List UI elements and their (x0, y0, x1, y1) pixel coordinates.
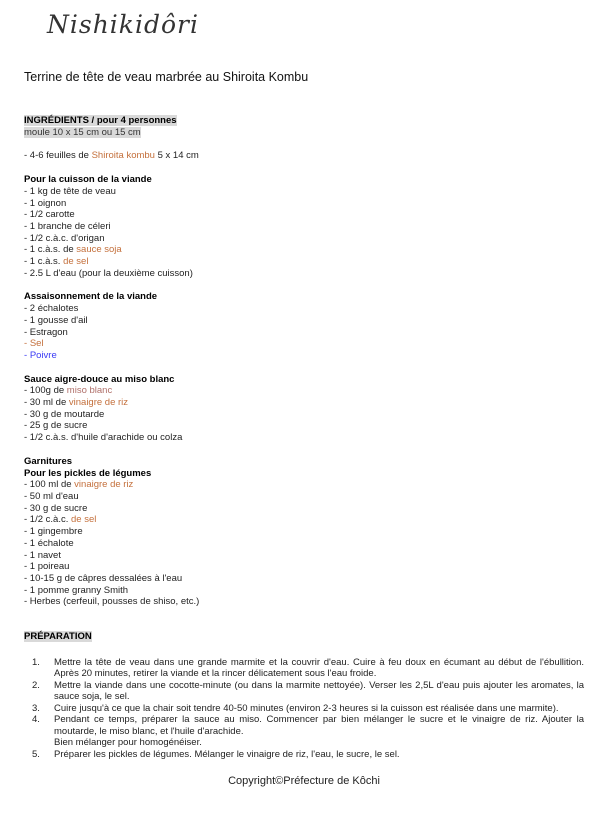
copyright: Copyright©Préfecture de Kôchi (228, 775, 380, 788)
ingredient-item (24, 596, 584, 608)
text-segment: 5 x 14 cm (154, 150, 199, 162)
ingredient-item (24, 209, 584, 221)
step-text: Préparer les pickles de légumes. Mélanger le vinaigre de riz, l'eau, le sucre, le sel. (54, 748, 400, 760)
text-segment: - 25 g de sucre (24, 420, 88, 432)
ingredient-section (24, 456, 584, 608)
preparation-step (24, 703, 584, 715)
ingredient-item (24, 315, 584, 327)
highlighted-ingredient: - (24, 349, 30, 361)
text-segment: - 30 g de sucre (24, 502, 88, 514)
section-subheading: Pour les pickles de légumes (24, 467, 152, 479)
ingredient-item (24, 561, 584, 573)
kombu-line (24, 150, 584, 162)
preparation-step (24, 657, 584, 680)
text-segment: - 1/2 carotte (24, 209, 75, 221)
mould-size: moule 10 x 15 cm ou 15 cm (24, 126, 141, 138)
ingredient-item (24, 303, 584, 315)
text-segment: - 1 kg de tête de veau (24, 185, 116, 197)
text-segment: - 1 pomme granny Smith (24, 584, 129, 596)
ingredient-item (24, 397, 584, 409)
text-segment: - Estragon (24, 326, 68, 338)
ingredient-item (24, 420, 584, 432)
ingredient-section (24, 374, 584, 444)
text-segment: - 1/2 c.à.s. d'huile d'arachide ou colza (24, 432, 183, 444)
ingredient-item (24, 221, 584, 233)
step-number: 1. (32, 656, 40, 668)
text-segment: - 1 gingembre (24, 526, 83, 538)
text-segment: - 10-15 g de câpres dessalées à l'eau (24, 572, 183, 584)
text-segment: - 100g de (24, 385, 67, 397)
highlighted-ingredient: Poivre (29, 349, 57, 361)
step-number: 5. (32, 748, 40, 760)
ingredient-item (24, 233, 584, 245)
ingredient-section (24, 174, 584, 279)
section-heading: Garnitures (24, 455, 73, 467)
highlighted-ingredient: de sel (71, 514, 97, 526)
ingredient-item (24, 479, 584, 491)
text-segment: - 1/2 c.à.c. (24, 514, 71, 526)
highlighted-ingredient: de sel (63, 256, 89, 268)
ingredient-item (24, 550, 584, 562)
text-segment: - 1 c.à.s. (24, 256, 64, 268)
ingredient-item (24, 573, 584, 585)
highlighted-ingredient: vinaigre de riz (68, 397, 129, 409)
preparation-step (24, 749, 584, 761)
step-number: 4. (32, 714, 40, 726)
highlighted-ingredient: vinaigre de riz (74, 479, 134, 491)
highlighted-ingredient: sauce soja (76, 244, 122, 256)
ingredient-section (24, 291, 584, 361)
recipe-title: Terrine de tête de veau marbrée au Shiroita Kombu (24, 70, 309, 84)
text-segment: - 1 échalote (24, 537, 74, 549)
text-segment: - 1 navet (24, 549, 61, 561)
section-heading: Sauce aigre-douce au miso blanc (24, 373, 175, 385)
text-segment: - 2 échalotes (24, 303, 79, 315)
highlighted-ingredient: Sel (29, 338, 44, 350)
text-segment: - 30 g de moutarde (24, 408, 105, 420)
highlighted-ingredient: - (24, 338, 30, 350)
preparation-step (24, 680, 584, 703)
ingredient-item (24, 327, 584, 339)
step-text: Mettre la viande dans une cocotte-minute (ou dans la marmite nettoyée). Verser les 2,5L d'eau puis ajouter les aromates, la sauce soja, le sel. (54, 679, 584, 703)
highlighted-ingredient: Shiroita kombu (91, 150, 155, 162)
text-segment: - 1 c.à.s. de (24, 244, 77, 256)
ingredient-item (24, 409, 584, 421)
ingredient-item (24, 244, 584, 256)
ingredient-item (24, 268, 584, 280)
step-text: Cuire jusqu'à ce que la chair soit tendre 40-50 minutes (environ 2-3 heures si la cuisson est réalisée dans une marmite). (54, 702, 559, 714)
logo: Nishikidôri (47, 10, 199, 39)
step-number: 2. (32, 679, 40, 691)
ingredient-item (24, 385, 584, 397)
text-segment: - 1/2 c.à.c. d'origan (24, 232, 105, 244)
ingredient-item (24, 338, 584, 350)
ingredients-header (24, 115, 584, 162)
text-segment: - Herbes (cerfeuil, pousses de shiso, etc.) (24, 596, 200, 608)
ingredient-item (24, 198, 584, 210)
ingredient-item (24, 256, 584, 268)
ingredient-item (24, 491, 584, 503)
ingredient-item (24, 585, 584, 597)
section-heading: Pour la cuisson de la viande (24, 174, 152, 186)
preparation-step (24, 714, 584, 749)
text-segment: - 30 ml de (24, 397, 69, 409)
ingredient-item (24, 503, 584, 515)
step-text: Mettre la tête de veau dans une grande marmite et la couvrir d'eau. Cuire à feu doux en écumant au début de l'ébullition. Après 20 minutes, retirer la viande et la rincer délicatement sous l'eau froide. (54, 656, 584, 680)
text-segment: - 1 branche de céleri (24, 220, 111, 232)
preparation-heading: PRÉPARATION (24, 631, 92, 643)
ingredients-heading: INGRÉDIENTS / pour 4 personnes (24, 115, 177, 126)
text-segment: - 100 ml de (24, 479, 75, 491)
ingredient-item (24, 350, 584, 362)
ingredient-item (24, 432, 584, 444)
text-segment: - 50 ml d'eau (24, 490, 79, 502)
text-segment: - 2.5 L d'eau (pour la deuxième cuisson) (24, 267, 193, 279)
step-number: 3. (32, 702, 40, 714)
step-text: Pendant ce temps, préparer la sauce au miso. Commencer par bien mélanger le sucre et le vinaigre de riz. Ajouter la moutarde, le miso blanc, et l'huile d'arachide. (54, 714, 584, 737)
text-segment: - 1 oignon (24, 197, 67, 209)
ingredient-item (24, 514, 584, 526)
text-segment: - 1 poireau (24, 561, 70, 573)
ingredient-item (24, 526, 584, 538)
section-heading: Assaisonnement de la viande (24, 291, 158, 303)
text-segment: - 1 gousse d'ail (24, 314, 88, 326)
step-extra-text: Bien mélanger pour homogénéiser. (54, 737, 202, 749)
preparation (24, 631, 584, 760)
text-segment: - 4-6 feuilles de (24, 150, 92, 162)
highlighted-ingredient: miso blanc (66, 385, 113, 397)
ingredient-item (24, 186, 584, 198)
ingredient-item (24, 538, 584, 550)
